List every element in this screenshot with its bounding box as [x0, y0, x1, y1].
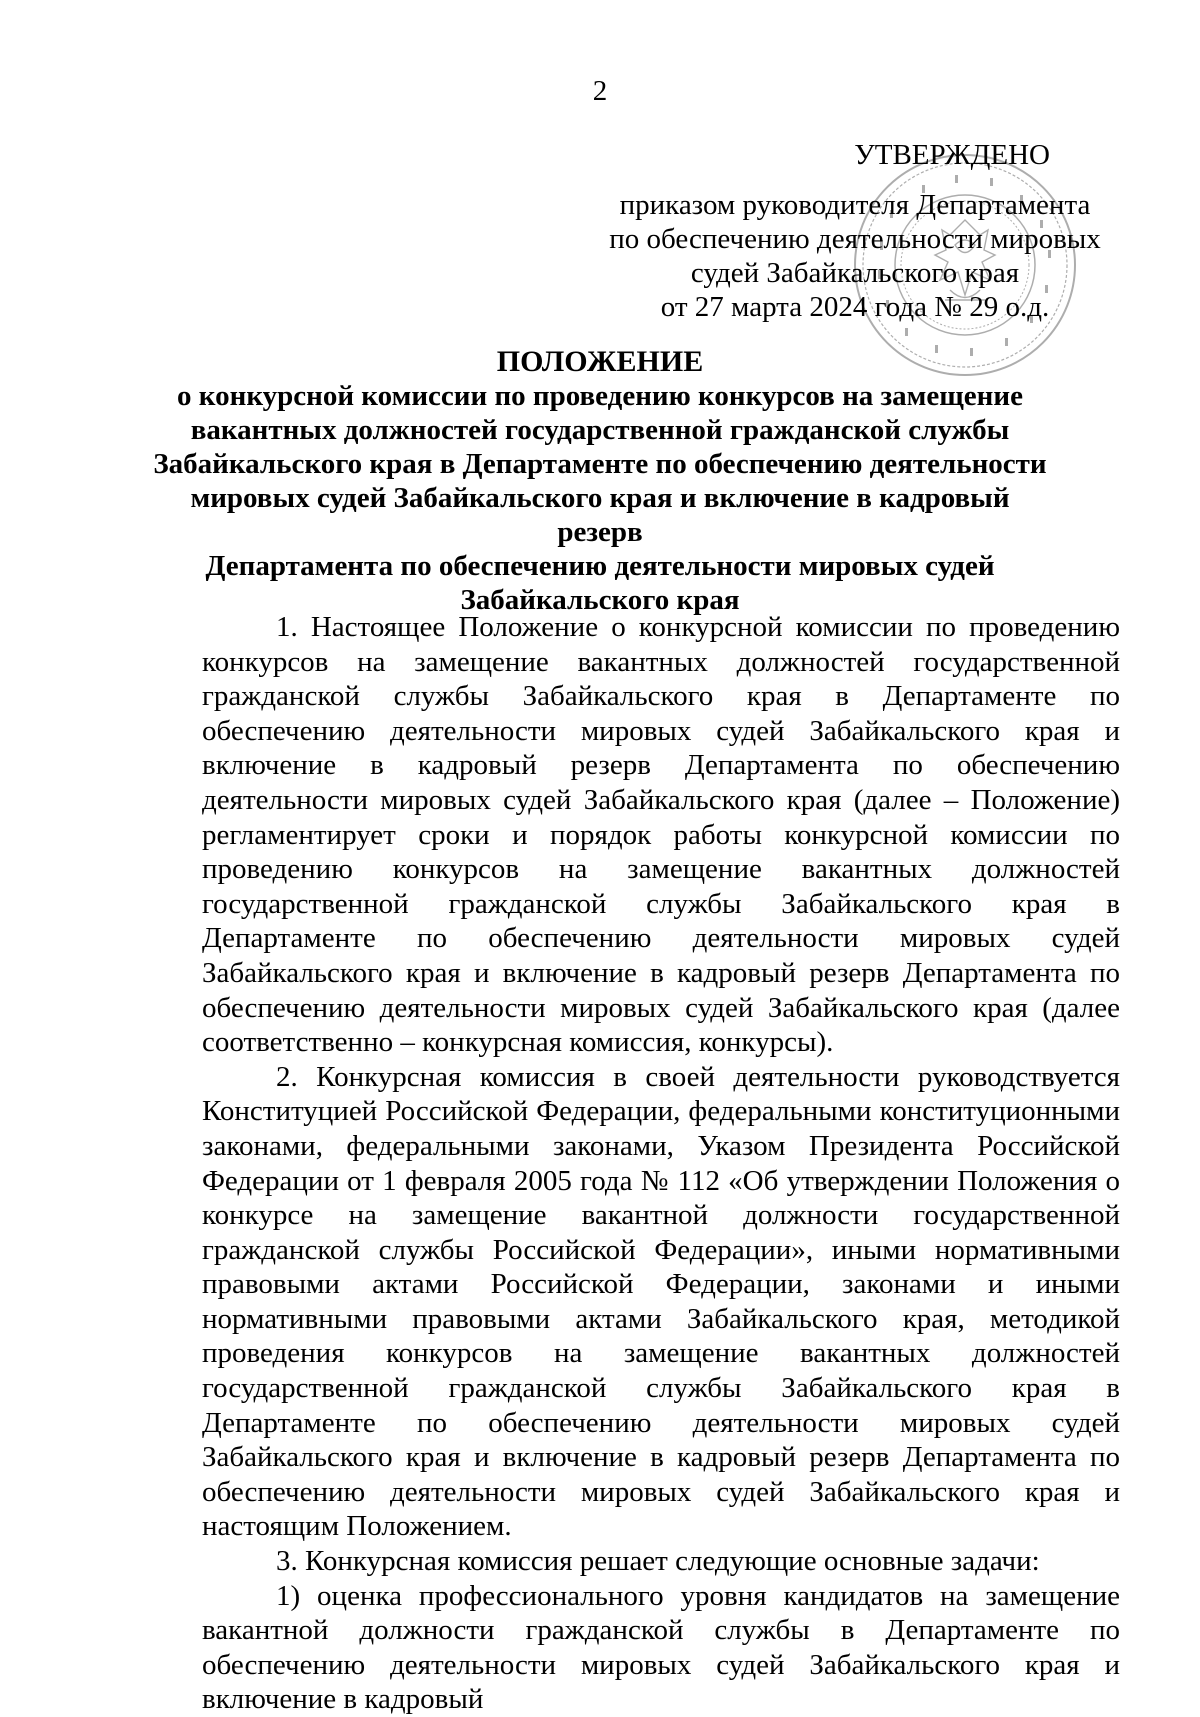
- title-line: мировых судей Забайкальского края и включение в кадровый резерв: [190, 482, 1010, 548]
- title-line: Забайкальского края в Департаменте по обеспечению деятельности: [153, 448, 1047, 480]
- title-line: вакантных должностей государственной гражданской службы: [190, 414, 1010, 446]
- document-body: [202, 610, 1120, 1717]
- approval-line: от 27 марта 2024 года № 29 о.д.: [660, 291, 1050, 323]
- approved-label: УТВЕРЖДЕНО: [854, 139, 1050, 171]
- title-line: о конкурсной комиссии по проведению конкурсов на замещение: [177, 380, 1023, 412]
- approval-line: по обеспечению деятельности мировых: [609, 223, 1101, 255]
- approval-line: судей Забайкальского края: [690, 257, 1020, 289]
- title-line: Забайкальского края: [460, 584, 740, 616]
- title-heading: ПОЛОЖЕНИЕ: [496, 345, 704, 378]
- approval-block: [560, 138, 1150, 324]
- paragraph: 1. Настоящее Положение о конкурсной комиссии по проведению конкурсов на замещение вакантных должностей государственной гражданской службы Забайкальского края в Департаменте по обеспечению деятельности мировых судей Забайкальского края и включение в кадровый резерв Департамента по обеспечению деятельности мировых судей Забайкальского края (далее – Положение) регламентирует сроки и порядок работы конкурсной комиссии по проведению конкурсов на замещение вакантных должностей государственной гражданской службы Забайкальского края в Департаменте по обеспечению деятельности мировых судей Забайкальского края и включение в кадровый резерв Департамента по обеспечению деятельности мировых судей Забайкальского края (далее соответственно – конкурсная комиссия, конкурсы).: [202, 611, 1120, 1059]
- paragraph: 2. Конкурсная комиссия в своей деятельности руководствуется Конституцией Российской Федерации, федеральными конституционными законами, федеральными законами, Указом Президента Российской Федерации от 1 февраля 2005 года № 112 «Об утверждении Положения о конкурсе на замещение вакантной должности государственной гражданской службы Российской Федерации», иными нормативными правовыми актами Российской Федерации, законами и иными нормативными правовыми актами Забайкальского края, методикой проведения конкурсов на замещение вакантных должностей государственной гражданской службы Забайкальского края в Департаменте по обеспечению деятельности мировых судей Забайкальского края и включение в кадровый резерв Департамента по обеспечению деятельности мировых судей Забайкальского края и настоящим Положением.: [202, 1060, 1120, 1543]
- document-title: [150, 345, 1050, 617]
- paragraph: 1) оценка профессионального уровня кандидатов на замещение вакантной должности гражданской службы в Департаменте по обеспечению деятельности мировых судей Забайкальского края и включение в кадровый: [202, 1579, 1120, 1716]
- approval-line: приказом руководителя Департамента: [619, 189, 1091, 221]
- page-number: 2: [592, 75, 608, 107]
- title-line: Департамента по обеспечению деятельности мировых судей: [205, 550, 995, 582]
- paragraph: 3. Конкурсная комиссия решает следующие основные задачи:: [276, 1545, 1040, 1578]
